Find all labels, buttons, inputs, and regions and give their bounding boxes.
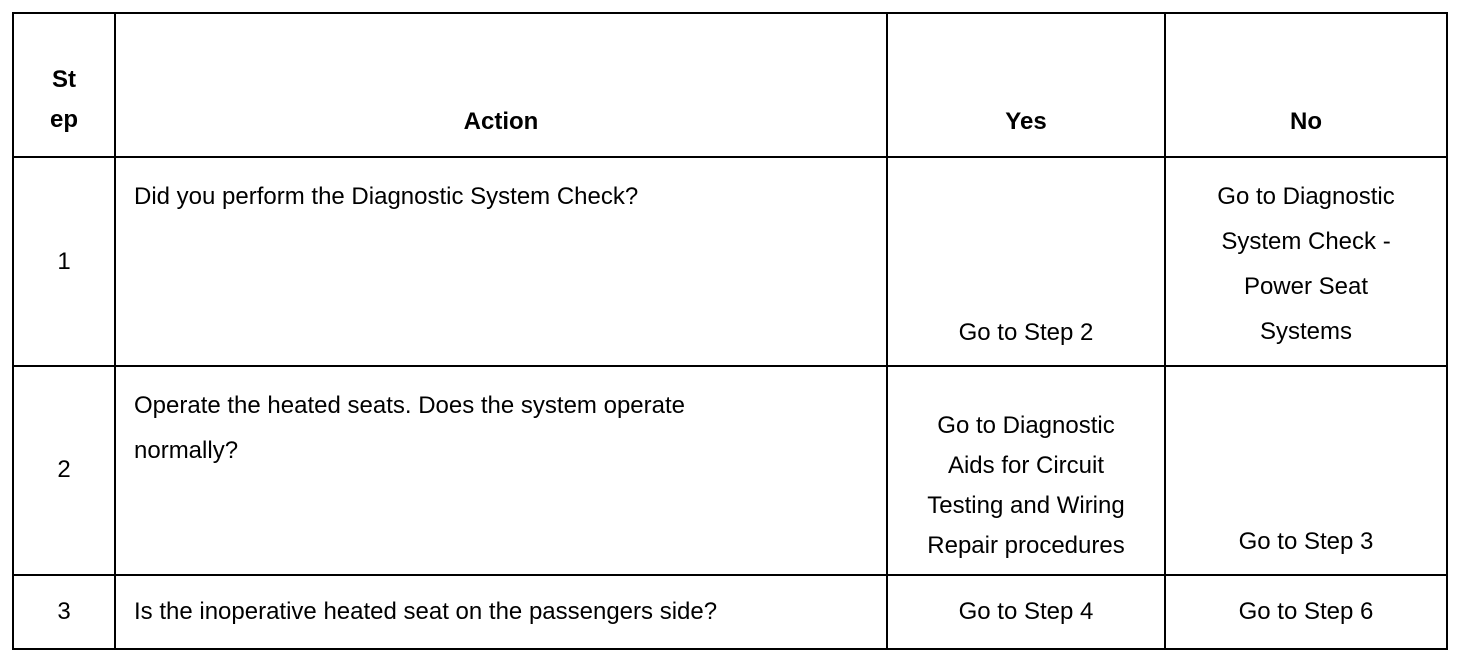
step-number: 3 [13,575,115,649]
no-outcome: Go to Step 3 [1165,366,1447,575]
header-action: Action [115,13,887,157]
yes-outcome: Go to Step 2 [887,157,1165,366]
table-row [13,366,1447,575]
header-step-line2: ep [49,106,78,134]
yes-outcome: Go to Diagnostic Aids for Circuit Testing and Wiring Repair procedures [887,366,1165,575]
diagnostic-table [12,12,1448,650]
action-text: Operate the heated seats. Does the system operate normally? [115,366,887,575]
header-step [13,13,115,157]
header-no: No [1165,13,1447,157]
table-header-row [13,13,1447,157]
header-step-line1: St [52,66,76,94]
no-outcome: Go to Diagnostic System Check - Power Seat Systems [1165,157,1447,366]
no-outcome: Go to Step 6 [1165,575,1447,649]
yes-outcome: Go to Step 4 [887,575,1165,649]
table-row [13,575,1447,649]
header-yes: Yes [887,13,1165,157]
step-number: 1 [13,157,115,366]
action-text: Did you perform the Diagnostic System Check? [115,157,887,366]
action-text: Is the inoperative heated seat on the passengers side? [115,575,887,649]
step-number: 2 [13,366,115,575]
table-row [13,157,1447,366]
